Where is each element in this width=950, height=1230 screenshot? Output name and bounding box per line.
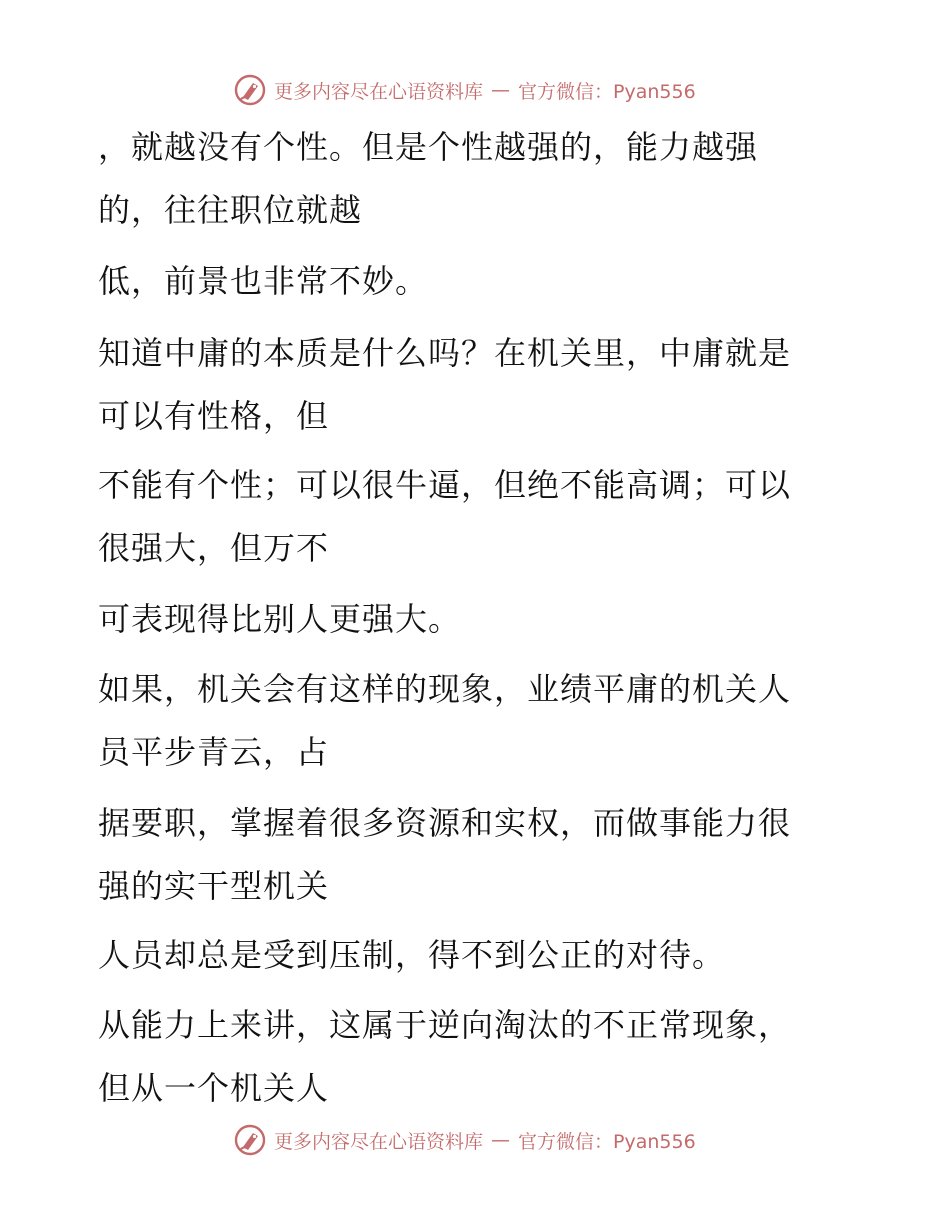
header-separator: — — [491, 79, 511, 101]
text-line: 不能有个性；可以很牛逼，但绝不能高调；可以 — [98, 466, 792, 504]
footer-brand-text: 更多内容尽在心语资料库 — [274, 1130, 484, 1153]
footer-separator: — — [491, 1129, 511, 1151]
footer-wechat-text: 官方微信：Pyan556 — [518, 1130, 696, 1153]
paragraph — [98, 924, 838, 987]
text-line: 可以有性格，但 — [98, 397, 330, 435]
text-line: 可表现得比别人更强大。 — [98, 600, 462, 638]
text-line: 很强大，但万不 — [98, 529, 330, 567]
paragraph — [98, 994, 838, 1120]
paragraph — [98, 116, 838, 242]
text-line: 知道中庸的本质是什么吗？在机关里，中庸就是 — [98, 334, 792, 372]
paragraph — [98, 658, 838, 784]
header-brand-text: 更多内容尽在心语资料库 — [274, 80, 484, 103]
text-line: 强的实干型机关 — [98, 867, 330, 905]
text-line: ，就越没有个性。但是个性越强的，能力越强 — [98, 128, 759, 166]
text-line: 人员却总是受到压制，得不到公正的对待。 — [98, 936, 726, 974]
paragraph — [98, 322, 838, 448]
pen-nib-logo-icon — [234, 74, 266, 106]
text-line: 低，前景也非常不妙。 — [98, 262, 429, 300]
header-wechat-text: 官方微信：Pyan556 — [518, 80, 696, 103]
text-line: 如果，机关会有这样的现象，业绩平庸的机关人 — [98, 670, 792, 708]
page-header — [234, 72, 696, 108]
paragraph — [98, 792, 838, 918]
text-line: 员平步青云，占 — [98, 733, 330, 771]
text-line: 从能力上来讲，这属于逆向淘汰的不正常现象， — [98, 1006, 792, 1044]
paragraph — [98, 454, 838, 580]
text-line: 据要职，掌握着很多资源和实权，而做事能力很 — [98, 804, 792, 842]
text-line: 的，往往职位就越 — [98, 191, 363, 229]
paragraph — [98, 588, 838, 651]
text-line: 但从一个机关人 — [98, 1069, 330, 1107]
paragraph — [98, 250, 838, 313]
pen-nib-logo-icon — [234, 1124, 266, 1156]
page-footer — [234, 1122, 696, 1158]
